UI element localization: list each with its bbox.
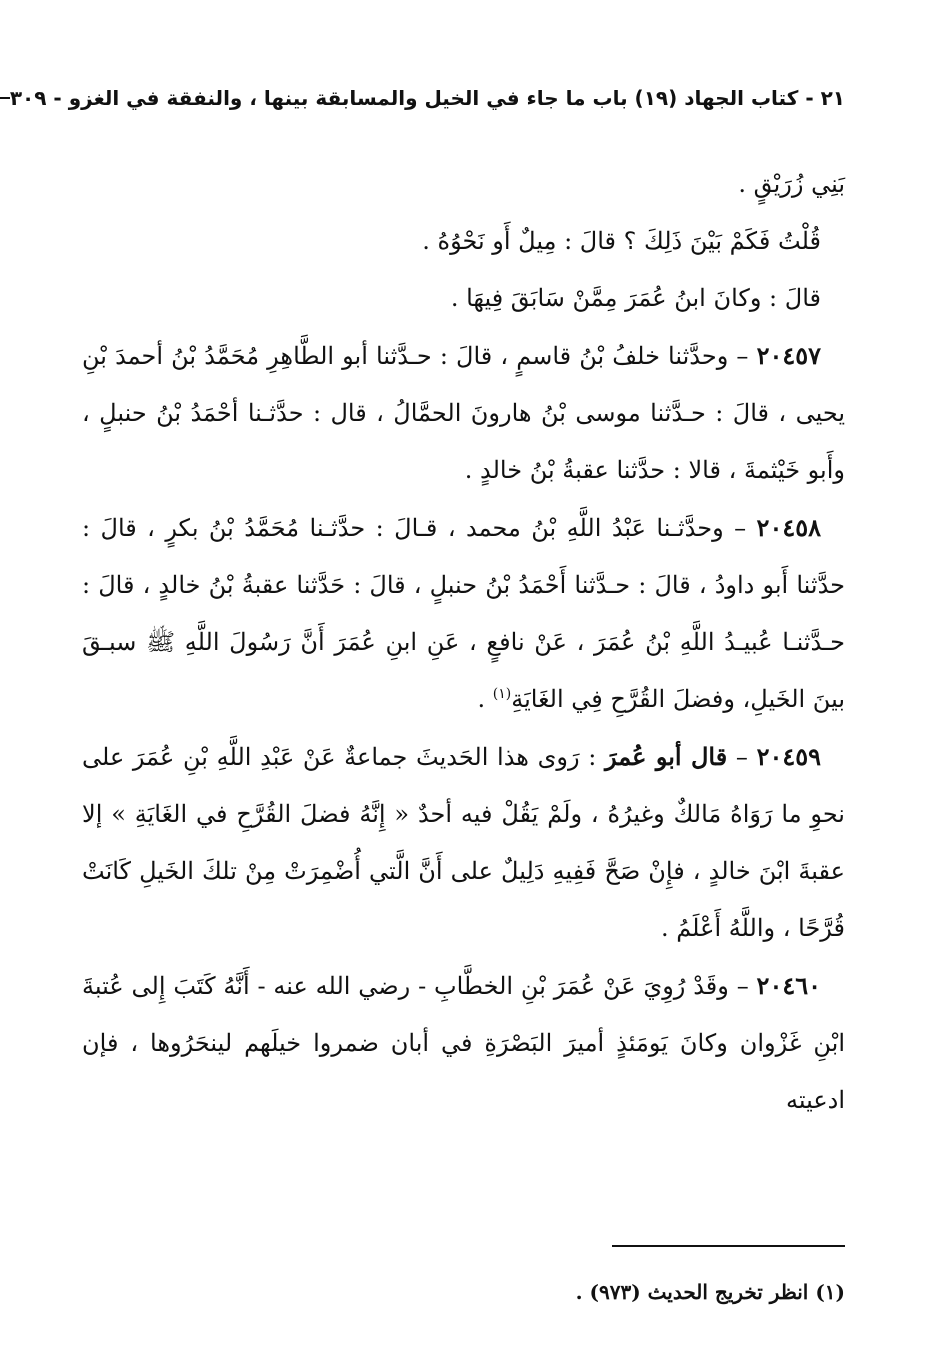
hadith-number: ٢٠٤٦٠ <box>756 971 821 1000</box>
paragraph-text: : رَوى هذا الحَديثَ جماعةٌ عَنْ عَبْدِ اللَّهِ بْنِ عُمَرَ على نحوِ ما رَوَاهُ مَالكٌ وغيرُهُ ، ولَمْ يَقُلْ فيه أحدٌ « إِنَّهُ فضلَ القُرَّحِ في الغَايَةِ » إلا عقبةَ ابْنَ خالدٍ ، فإِنْ صَحَّ فَفِيهِ دَلِيلٌ على أَنَّ الَّتي أُضْمِرَتْ مِنْ تلكَ الخَيلِ كَانَتْ قُرَّحًا ، واللَّهُ أَعْلَمُ . <box>82 743 845 942</box>
page-header <box>9 80 845 116</box>
hadith-number: ٢٠٤٥٩ <box>756 742 822 771</box>
hadith-number: ٢٠٤٥٧ <box>756 341 822 370</box>
main-text <box>82 156 845 1129</box>
hadith-paragraph: ٢٠٤٥٧ – وحدَّثنا خلفُ بْنُ قاسمٍ ، قالَ : حـدَّثنا أبو الطَّاهِرِ مُحَمَّدُ بْنُ أحمدَ بْنِ يحيى ، قالَ : حـدَّثنا موسى بْنُ هارونَ الحمَّالُ ، قال : حدَّثـنا أحْمَدُ بْنُ حنبلٍ ، وأَبو خَيْثمةَ ، قالا : حدَّثنا عقبةُ بْنُ خالدٍ . <box>82 341 845 484</box>
paragraph-text: وحدَّثـنا عَبْدُ اللَّهِ بْنُ محمد ، قـالَ : حدَّثـنا مُحَمَّدُ بْنُ بكرٍ ، قالَ : حدَّثنا أَبو داودُ ، قالَ : حـدَّثنا أَحْمَدُ بْنُ حنبلٍ ، قالَ : حَدَّثنا عقبةُ بْنُ خالدٍ ، قالَ : حـدَّثنـا عُبيـدُ اللَّهِ بْنُ عُمَرَ ، عَنْ نافعٍ ، عَنِ ابنِ عُمَرَ أَنَّ رَسُولَ اللَّهِ ﷺ سبـقَ بينَ الخَيلِ، وفضلَ القُرَّحِ فِي الغَايَةِ <box>82 514 845 713</box>
paragraph-text: قالَ : وكانَ ابنُ عُمَرَ مِمَّنْ سَابَقَ فِيهَا . <box>450 284 821 312</box>
hadith-number: ٢٠٤٥٨ <box>756 513 821 542</box>
footnote-text: (١) انظر تخريج الحديث (٩٧٣) . <box>575 1280 845 1304</box>
paragraph <box>82 270 845 327</box>
footnote-reference[interactable]: (١) <box>492 686 512 702</box>
paragraph-text: قُلْتُ فَكَمْ بَيْنَ ذَلِكَ ؟ قالَ : مِيلٌ أَو نَحْوُهُ . <box>422 227 821 255</box>
paragraph <box>82 156 845 213</box>
paragraph <box>82 213 845 270</box>
footnote <box>82 1276 845 1308</box>
hadith-paragraph: ٢٠٤٦٠ – وقَدْ رُوِيَ عَنْ عُمَرَ بْنِ الخطَّابِ - رضي الله عنه - أَنَّهُ كَتَبَ إِلى عُتبةَ ابْنِ غَزْوان وكانَ يَومَئذٍ أميرَ البَصْرَةِ في أبان ضمروا خيلَهم لينحَرُوها ، فإن ادعيته <box>82 971 845 1114</box>
hadith-paragraph: ٢٠٤٥٨ – وحدَّثـنا عَبْدُ اللَّهِ بْنُ محمد ، قـالَ : حدَّثـنا مُحَمَّدُ بْنُ بكرٍ ، قالَ : حدَّثنا أَبو داودُ ، قالَ : حـدَّثنا أَحْمَدُ بْنُ حنبلٍ ، قالَ : حَدَّثنا عقبةُ بْنُ خالدٍ ، قالَ : حـدَّثنـا عُبيـدُ اللَّهِ بْنُ عُمَرَ ، عَنْ نافعٍ ، عَنِ ابنِ عُمَرَ أَنَّ رَسُولَ اللَّهِ ﷺ سبـقَ بينَ الخَيلِ، وفضلَ القُرَّحِ فِي الغَايَةِ$^{(١)}$ . <box>82 513 845 713</box>
paragraph-text: وقَدْ رُوِيَ عَنْ عُمَرَ بْنِ الخطَّابِ - رضي الله عنه - أَنَّهُ كَتَبَ إِلى عُتبةَ ابْنِ غَزْوان وكانَ يَومَئذٍ أميرَ البَصْرَةِ في أبان ضمروا خيلَهم لينحَرُوها ، فإن ادعيته <box>82 972 845 1114</box>
footnote-divider <box>612 1245 845 1247</box>
header-rule <box>0 97 10 99</box>
paragraph-end: . <box>477 685 493 713</box>
hadith-paragraph: ٢٠٤٥٩ – قال أبو عُمرَ : رَوى هذا الحَديثَ جماعةٌ عَنْ عَبْدِ اللَّهِ بْنِ عُمَرَ على نحوِ ما رَوَاهُ مَالكٌ وغيرُهُ ، ولَمْ يَقُلْ فيه أحدٌ « إِنَّهُ فضلَ القُرَّحِ في الغَايَةِ » إلا عقبةَ ابْنَ خالدٍ ، فإِنْ صَحَّ فَفِيهِ دَلِيلٌ على أَنَّ الَّتي أُضْمِرَتْ مِنْ تلكَ الخَيلِ كَانَتْ قُرَّحًا ، واللَّهُ أَعْلَمُ . <box>82 742 845 942</box>
running-header-title: ٢١ - كتاب الجهاد (١٩) باب ما جاء في الخيل والمسابقة بينها ، والنفقة في الغزو - ٣٠٩ <box>9 86 845 110</box>
speaker-lead: قال أبو عُمرَ <box>605 742 728 771</box>
paragraph-text: بَنِي زُرَيْقٍ . <box>738 170 845 198</box>
paragraph-text: وحدَّثنا خلفُ بْنُ قاسمٍ ، قالَ : حـدَّثنا أبو الطَّاهِرِ مُحَمَّدُ بْنُ أحمدَ بْنِ يحيى ، قالَ : حـدَّثنا موسى بْنُ هارونَ الحمَّالُ ، قال : حدَّثـنا أحْمَدُ بْنُ حنبلٍ ، وأَبو خَيْثمةَ ، قالا : حدَّثنا عقبةُ بْنُ خالدٍ . <box>82 342 845 484</box>
